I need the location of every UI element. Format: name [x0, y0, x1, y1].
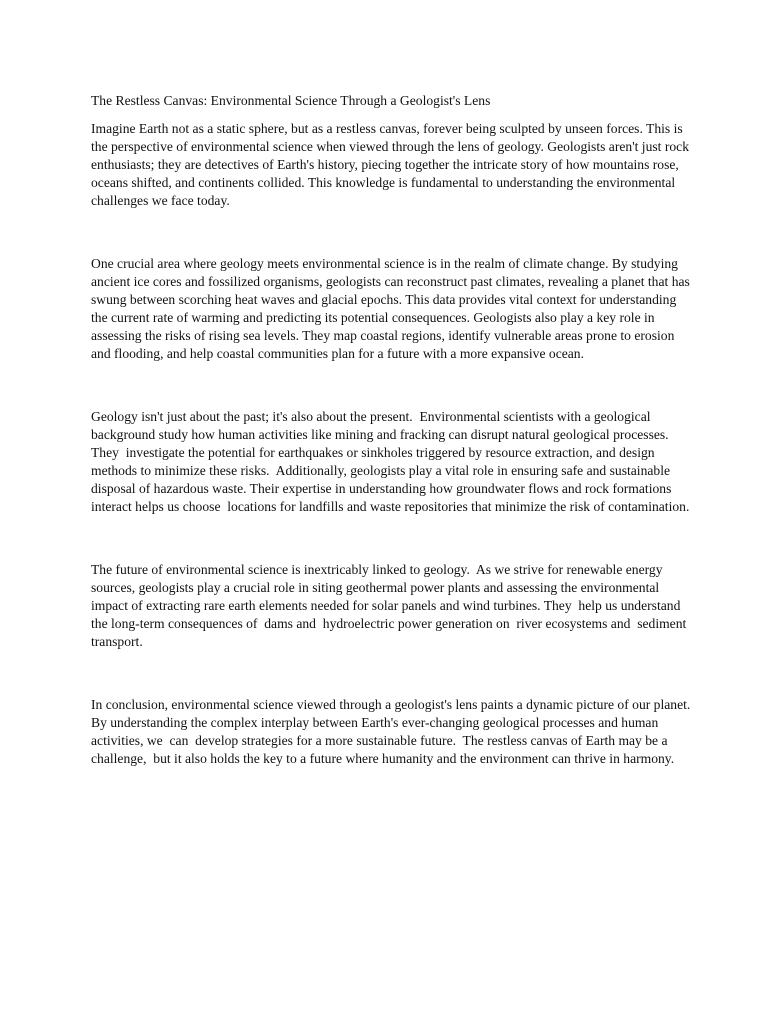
paragraph-intro: Imagine Earth not as a static sphere, but as a restless canvas, forever being sculpted by unseen forces. This is the perspective of environmental science when viewed through the lens of geology. Geologists aren't just rock enthusiasts; they are detectives of Earth's history, piecing together the intricate story of how mountains rose, oceans shifted, and continents collided. This knowledge is fundamental to understanding the environmental challenges we face today.	[91, 121, 693, 208]
paragraph-present: Geology isn't just about the past; it's also about the present. Environmental scientists with a geological background study how human activities like mining and fracking can disrupt natural geological processes. They investigate the potential for earthquakes or sinkholes triggered by resource extraction, and design methods to minimize these risks. Additionally, geologists play a vital role in ensuring safe and sustainable disposal of hazardous waste. Their expertise in understanding how groundwater flows and rock formations interact helps us choose locations for landfills and waste repositories that minimize the risk of contamination.	[91, 409, 690, 514]
paragraph-future: The future of environmental science is inextricably linked to geology. As we strive for renewable energy sources, geologists play a crucial role in siting geothermal power plants and assessing the environmental impact of extracting rare earth elements needed for solar panels and wind turbines. They help us understand the long-term consequences of dams and hydroelectric power generation on river ecosystems and sediment transport.	[91, 562, 690, 649]
document-title: The Restless Canvas: Environmental Science Through a Geologist's Lens	[91, 93, 491, 108]
document-body	[91, 92, 698, 768]
paragraph-conclusion: In conclusion, environmental science viewed through a geologist's lens paints a dynamic picture of our planet. By understanding the complex interplay between Earth's ever-changing geological processes and human activities, we can develop strategies for a more sustainable future. The restless canvas of Earth may be a challenge, but it also holds the key to a future where humanity and the environment can thrive in harmony.	[91, 697, 698, 766]
paragraph-climate-change: One crucial area where geology meets environmental science is in the realm of climate change. By studying ancient ice cores and fossilized organisms, geologists can reconstruct past climates, revealing a planet that has swung between scorching heat waves and glacial epochs. This data provides vital context for understanding the current rate of warming and predicting its potential consequences. Geologists also play a key role in assessing the risks of rising sea levels. They map coastal regions, identify vulnerable areas prone to erosion and flooding, and help coastal communities plan for a future with a more expansive ocean.	[91, 256, 694, 361]
